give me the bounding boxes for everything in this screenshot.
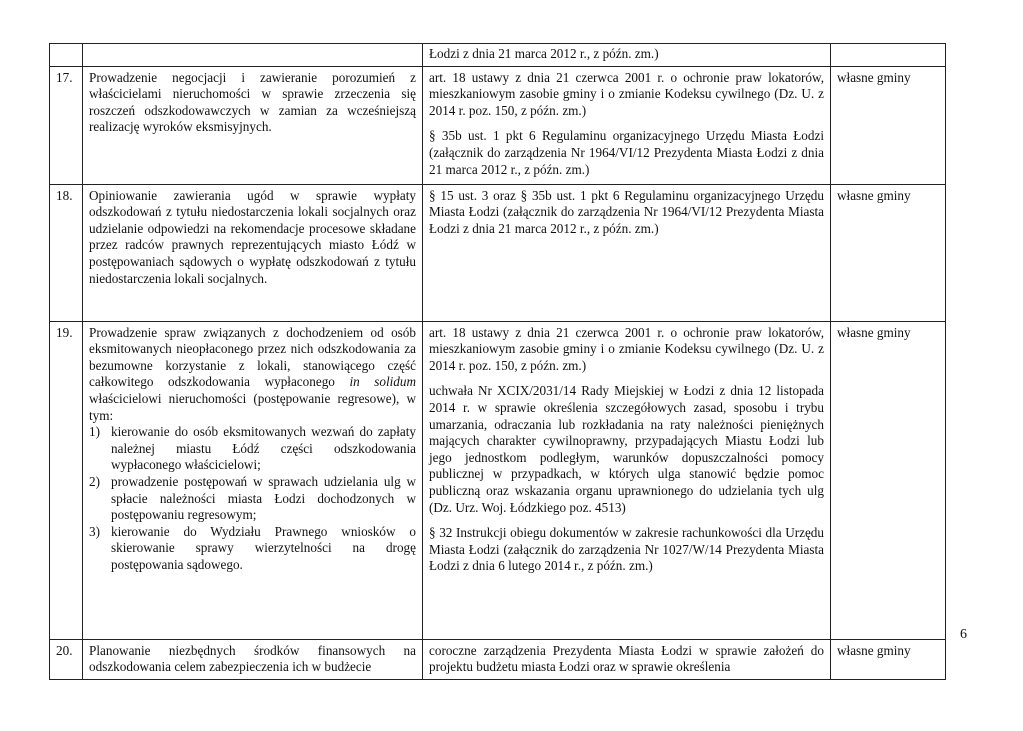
task-description xyxy=(83,639,423,679)
task-type: własne gminy xyxy=(831,639,946,679)
legal-basis-cell: Łodzi z dnia 21 marca 2012 r., z późn. zm.) xyxy=(423,44,831,67)
subitem-marker: 3) xyxy=(89,523,100,539)
legal-basis-text: coroczne zarządzenia Prezydenta Miasta Łodzi w sprawie założeń do projektu budżetu miasta Łodzi oraz w sprawie określenia xyxy=(429,642,824,675)
task-subitem xyxy=(89,524,416,574)
table-row xyxy=(50,184,946,321)
tasks-table xyxy=(49,43,946,680)
task-description xyxy=(83,321,423,639)
subitem-text: prowadzenie postępowań w sprawach udzielania ulg w spłacie należności miasta Łodzi dochodzonych w postępowaniu regresowym; xyxy=(111,473,416,523)
legal-basis-cell xyxy=(423,66,831,184)
table-row-continuation xyxy=(50,44,946,67)
task-description xyxy=(83,66,423,184)
task-text: Opiniowanie zawierania ugód w sprawie wypłaty odszkodowań z tytułu niedostarczenia lokali socjalnych oraz udzielanie odpowiedzi na rekomendacje procesowe składane przez radców prawnych reprezentujących miasto Łódź w postępowaniach sądowych o wypłatę odszkodowań z tytułu niedostarczenia lokali socjalnych. xyxy=(89,187,416,286)
row-number: 17. xyxy=(50,66,83,184)
legal-basis-cell xyxy=(423,639,831,679)
legal-basis-text: § 32 Instrukcji obiegu dokumentów w zakresie rachunkowości dla Urzędu Miasta Łodzi (załącznik do zarządzenia Nr 1027/W/14 Prezydenta Miasta Łodzi z dnia 6 lutego 2014 r., z późn. zm.) xyxy=(429,525,824,574)
page-number: 6 xyxy=(960,627,967,642)
legal-basis-text: § 35b ust. 1 pkt 6 Regulaminu organizacyjnego Urzędu Miasta Łodzi (załącznik do zarządzenia Nr 1964/VI/12 Prezydenta Miasta Łodzi z dnia 21 marca 2012 r., z późn. zm.) xyxy=(429,128,824,177)
subitem-text: kierowanie do Wydziału Prawnego wniosków o skierowanie sprawy wierzytelności na drogę postępowania sądowego. xyxy=(111,523,416,572)
task-sublist xyxy=(89,424,416,573)
task-text: Prowadzenie spraw związanych z dochodzeniem od osób eksmitowanych nieopłaconego przez nich odszkodowania za bezumowne korzystanie z lokali, stanowiącego część całkowitego odszkodowania wypłaconego in solidum właścicielowi nieruchomości (postępowanie regresowe), w tym: xyxy=(89,324,417,423)
task-text: Prowadzenie negocjacji i zawieranie porozumień z właścicielami nieruchomości w sprawie zrzeczenia się roszczeń odszkodowawczych w zamian za wcześniejszą realizację wyroków eksmisyjnych. xyxy=(89,69,416,135)
subitem-text: kierowanie do osób eksmitowanych wezwań do zapłaty należnej miastu Łódź części odszkodowania wypłaconego właścicielowi; xyxy=(111,424,416,473)
subitem-marker: 2) xyxy=(89,473,100,489)
table-cell-empty xyxy=(83,44,423,67)
legal-basis-text: art. 18 ustawy z dnia 21 czerwca 2001 r. o ochronie praw lokatorów, mieszkaniowym zasobie gminy i o zmianie Kodeksu cywilnego (Dz. U. z 2014 r. poz. 150, z późn. zm.) xyxy=(429,69,824,118)
task-type: własne gminy xyxy=(831,321,946,639)
legal-basis-text: § 15 ust. 3 oraz § 35b ust. 1 pkt 6 Regulaminu organizacyjnego Urzędu Miasta Łodzi (załącznik do zarządzenia Nr 1964/VI/12 Prezydenta Miasta Łodzi z dnia 21 marca 2012 r., z późn. zm.) xyxy=(429,187,824,236)
legal-basis-cell xyxy=(423,184,831,321)
legal-basis-text: art. 18 ustawy z dnia 21 czerwca 2001 r. o ochronie praw lokatorów, mieszkaniowym zasobie gminy i o zmianie Kodeksu cywilnego (Dz. U. z 2014 r. poz. 150, z późn. zm.) xyxy=(429,324,824,373)
table-cell-empty xyxy=(50,44,83,67)
row-number: 20. xyxy=(50,639,83,679)
table-row xyxy=(50,66,946,184)
subitem-marker: 1) xyxy=(89,424,100,440)
task-text: Planowanie niezbędnych środków finansowych na odszkodowania celem zabezpieczenia ich w budżecie xyxy=(89,642,416,675)
row-number: 18. xyxy=(50,184,83,321)
table-row xyxy=(50,321,946,639)
legal-basis-text: uchwała Nr XCIX/2031/14 Rady Miejskiej w Łodzi z dnia 12 listopada 2014 r. w sprawie określenia szczegółowych zasad, sposobu i trybu umarzania, odraczania lub rozkładania na raty należności pieniężnych mających charakter cywilnoprawny, przypadających Miastu Łodzi lub jego jednostkom podległym, warunków dopuszczalności pomocy publicznej w przypadkach, w których ulga stanowić będzie pomoc publiczną oraz wskazania organu uprawnionego do udzielania tych ulg (Dz. Urz. Woj. Łódzkiego poz. 4513) xyxy=(429,383,824,515)
row-number: 19. xyxy=(50,321,83,639)
table-cell-empty xyxy=(831,44,946,67)
task-subitem xyxy=(89,474,416,524)
task-type: własne gminy xyxy=(831,184,946,321)
table-row xyxy=(50,639,946,679)
task-description xyxy=(83,184,423,321)
task-subitem xyxy=(89,424,416,474)
task-type: własne gminy xyxy=(831,66,946,184)
legal-basis-cell xyxy=(423,321,831,639)
